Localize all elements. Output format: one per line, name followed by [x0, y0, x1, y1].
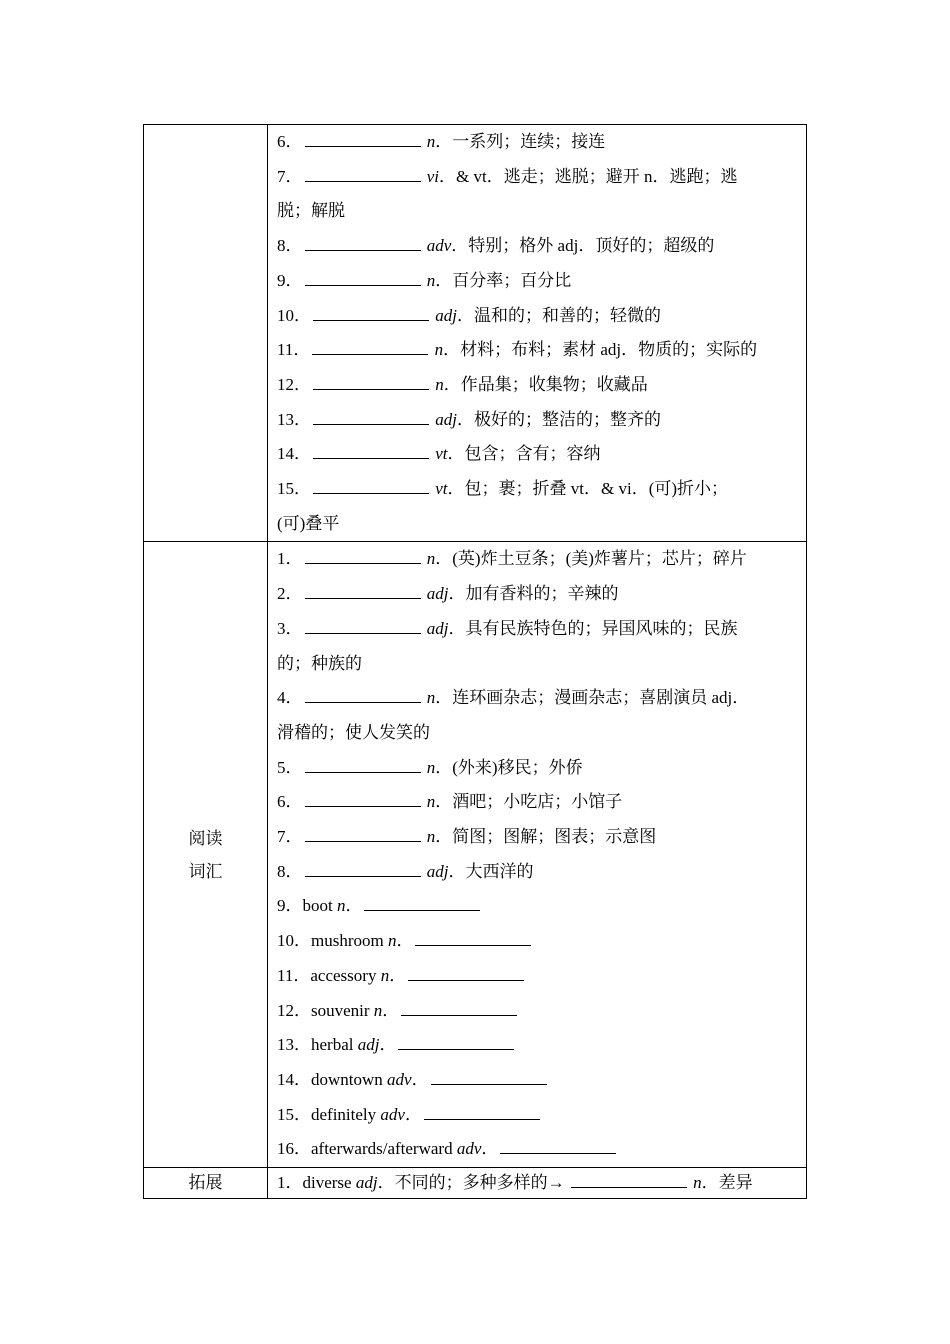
part-of-speech: n	[688, 1173, 702, 1193]
part-of-speech: adv	[456, 1139, 482, 1159]
part-of-speech: n	[380, 965, 390, 985]
item-number: 7．	[277, 827, 303, 847]
vocab-line	[277, 1063, 797, 1098]
meaning-text: ．(英)炸土豆条；(美)炸薯片；芯片；碎片	[435, 549, 747, 569]
meaning-text: ．具有民族特色的；异国风味的；民族	[448, 618, 738, 638]
meaning-text: ．百分率；百分比	[435, 270, 572, 290]
english-word: boot	[302, 896, 337, 916]
answer-blank	[313, 306, 429, 321]
vocab-line	[277, 1168, 797, 1198]
vocab-line	[277, 1098, 797, 1133]
english-word: afterwards/afterward	[311, 1139, 457, 1159]
answer-blank	[313, 410, 429, 425]
item-number: 2．	[277, 584, 303, 604]
part-of-speech: vt	[431, 444, 448, 464]
part-of-speech: n	[422, 827, 436, 847]
vocab-line	[277, 994, 797, 1029]
english-word: diverse	[302, 1173, 356, 1193]
vocab-line	[277, 681, 797, 716]
item-number: 12．	[277, 1000, 311, 1020]
content-cell-continued	[268, 125, 807, 542]
part-of-speech: adv	[380, 1104, 405, 1124]
vocab-line	[277, 472, 797, 507]
meaning-text: ．包含；含有；容纳	[447, 444, 601, 464]
answer-blank	[305, 758, 421, 773]
answer-blank	[313, 375, 429, 390]
answer-blank	[305, 236, 421, 251]
punct: ．	[411, 1069, 429, 1089]
punct: ．	[404, 1104, 422, 1124]
meaning-text: ．酒吧；小吃店；小馆子	[435, 792, 623, 812]
item-number: 9．	[277, 896, 303, 916]
answer-blank	[305, 549, 421, 564]
punct: ．	[379, 1035, 397, 1055]
answer-blank	[305, 132, 421, 147]
part-of-speech: adv	[387, 1069, 412, 1089]
meaning-text: ．材料；布料；素材 adj．物质的；实际的	[443, 340, 758, 360]
vocab-line	[277, 1028, 797, 1063]
answer-blank	[305, 167, 421, 182]
table-row-reading	[144, 542, 807, 1168]
item-number: 11．	[277, 965, 311, 985]
meaning-text: ．(外来)移民；外侨	[435, 757, 583, 777]
part-of-speech: vt	[431, 479, 448, 499]
answer-blank	[312, 340, 428, 355]
answer-blank	[500, 1139, 616, 1154]
meaning-text: ．简图；图解；图表；示意图	[435, 827, 657, 847]
meaning-text: ．温和的；和善的；轻微的	[456, 305, 661, 325]
answer-blank	[364, 896, 480, 911]
item-number: 6．	[277, 132, 303, 151]
vocab-line	[277, 959, 797, 994]
item-number: 8．	[277, 861, 303, 881]
item-number: 10．	[277, 931, 311, 951]
category-label-line1: 阅读	[188, 828, 223, 848]
vocab-line	[277, 264, 797, 299]
category-cell-extension	[144, 1168, 268, 1199]
english-word: accessory	[310, 965, 381, 985]
vocab-line	[277, 194, 797, 229]
part-of-speech: n	[336, 896, 346, 916]
meaning-text: ．包；裹；折叠 vt．& vi．(可)折小；	[447, 479, 729, 499]
meaning-text: ．差异	[701, 1173, 753, 1193]
item-number: 15．	[277, 479, 311, 499]
item-number: 1．	[277, 549, 303, 569]
vocab-line	[277, 924, 797, 959]
category-cell-reading	[144, 542, 268, 1168]
item-number: 16．	[277, 1139, 311, 1159]
answer-blank	[313, 444, 429, 459]
vocab-line	[277, 403, 797, 438]
vocab-line	[277, 125, 797, 160]
item-number: 6．	[277, 792, 303, 812]
meaning-text: ．加有香料的；辛辣的	[448, 584, 619, 604]
category-label-extension: 拓展	[188, 1173, 223, 1193]
answer-blank	[305, 792, 421, 807]
category-label-line2: 词汇	[188, 861, 223, 881]
answer-blank	[571, 1173, 687, 1188]
vocab-line	[277, 647, 797, 682]
item-number: 13．	[277, 1035, 311, 1055]
vocab-line	[277, 785, 797, 820]
part-of-speech: n	[422, 757, 436, 777]
vocab-line	[277, 820, 797, 855]
meaning-text: 脱；解脱	[277, 201, 345, 221]
part-of-speech: adj	[355, 1173, 378, 1193]
answer-blank	[305, 271, 421, 286]
punct: ．	[481, 1139, 499, 1159]
vocab-line	[277, 542, 797, 577]
item-number: 14．	[277, 444, 311, 464]
meaning-text: ．特别；格外 adj．顶好的；超级的	[451, 236, 715, 256]
vocab-line	[277, 437, 797, 472]
part-of-speech: n	[430, 340, 444, 360]
punct: ．	[396, 931, 414, 951]
vocab-line	[277, 368, 797, 403]
part-of-speech: n	[387, 931, 397, 951]
item-number: 14．	[277, 1069, 311, 1089]
vocabulary-table	[143, 124, 807, 1199]
answer-blank	[398, 1035, 514, 1050]
meaning-text: ．连环画杂志；漫画杂志；喜剧演员 adj．	[435, 688, 750, 708]
item-number: 7．	[277, 166, 303, 186]
meaning-text: ．不同的；多种多样的→	[377, 1173, 569, 1193]
part-of-speech: n	[422, 549, 436, 569]
part-of-speech: n	[422, 270, 436, 290]
item-number: 4．	[277, 688, 303, 708]
answer-blank	[305, 688, 421, 703]
part-of-speech: n	[422, 688, 436, 708]
vocab-line	[277, 716, 797, 751]
punct: ．	[389, 965, 407, 985]
part-of-speech: adv	[422, 236, 452, 256]
item-number: 13．	[277, 409, 311, 429]
vocab-line	[277, 612, 797, 647]
vocab-line	[277, 751, 797, 786]
answer-blank	[415, 931, 531, 946]
part-of-speech: adj	[422, 584, 449, 604]
punct: ．	[382, 1000, 400, 1020]
answer-blank	[313, 479, 429, 494]
vocab-line	[277, 229, 797, 264]
answer-blank	[424, 1105, 540, 1120]
table-row-extension	[144, 1168, 807, 1199]
meaning-text: ．& vt．逃走；逃脱；避开 n．逃跑；逃	[439, 166, 738, 186]
part-of-speech: n	[422, 792, 436, 812]
content-cell-extension	[268, 1168, 807, 1199]
part-of-speech: adj	[431, 409, 457, 429]
english-word: downtown	[311, 1069, 388, 1089]
answer-blank	[305, 827, 421, 842]
part-of-speech: n	[422, 132, 436, 151]
meaning-text: 滑稽的；使人发笑的	[277, 722, 430, 742]
item-number: 3．	[277, 618, 303, 638]
english-word: herbal	[311, 1035, 358, 1055]
answer-blank	[431, 1070, 547, 1085]
part-of-speech: adj	[357, 1035, 380, 1055]
item-number: 12．	[277, 374, 311, 394]
part-of-speech: n	[373, 1000, 383, 1020]
meaning-text: ．作品集；收集物；收藏品	[443, 374, 648, 394]
item-number: 8．	[277, 236, 303, 256]
meaning-text: (可)叠平	[277, 513, 340, 533]
item-number: 5．	[277, 757, 303, 777]
answer-blank	[305, 584, 421, 599]
part-of-speech: n	[431, 374, 444, 394]
category-cell-empty	[144, 125, 268, 542]
content-cell-reading	[268, 542, 807, 1168]
english-word: souvenir	[311, 1000, 374, 1020]
answer-blank	[401, 1001, 517, 1016]
item-number: 15．	[277, 1104, 311, 1124]
item-number: 9．	[277, 270, 303, 290]
meaning-text: 的；种族的	[277, 653, 362, 673]
vocab-line	[277, 1132, 797, 1167]
part-of-speech: adj	[431, 305, 457, 325]
meaning-text: ．大西洋的	[448, 861, 534, 881]
vocab-line	[277, 299, 797, 334]
vocab-line	[277, 577, 797, 612]
vocab-line	[277, 855, 797, 890]
vocab-line	[277, 160, 797, 195]
part-of-speech: vi	[422, 166, 440, 186]
table-row-continued	[144, 125, 807, 542]
vocab-line	[277, 333, 797, 368]
item-number: 11．	[277, 340, 311, 360]
english-word: mushroom	[311, 931, 388, 951]
vocab-line	[277, 507, 797, 542]
part-of-speech: adj	[422, 861, 449, 881]
answer-blank	[305, 862, 421, 877]
answer-blank	[305, 619, 421, 634]
part-of-speech: adj	[422, 618, 449, 638]
punct: ．	[345, 896, 363, 916]
meaning-text: ．极好的；整洁的；整齐的	[456, 409, 661, 429]
vocab-line	[277, 889, 797, 924]
english-word: definitely	[311, 1104, 381, 1124]
item-number: 10．	[277, 305, 311, 325]
meaning-text: ．一系列；连续；接连	[435, 132, 606, 151]
item-number: 1．	[277, 1173, 303, 1193]
answer-blank	[408, 966, 524, 981]
